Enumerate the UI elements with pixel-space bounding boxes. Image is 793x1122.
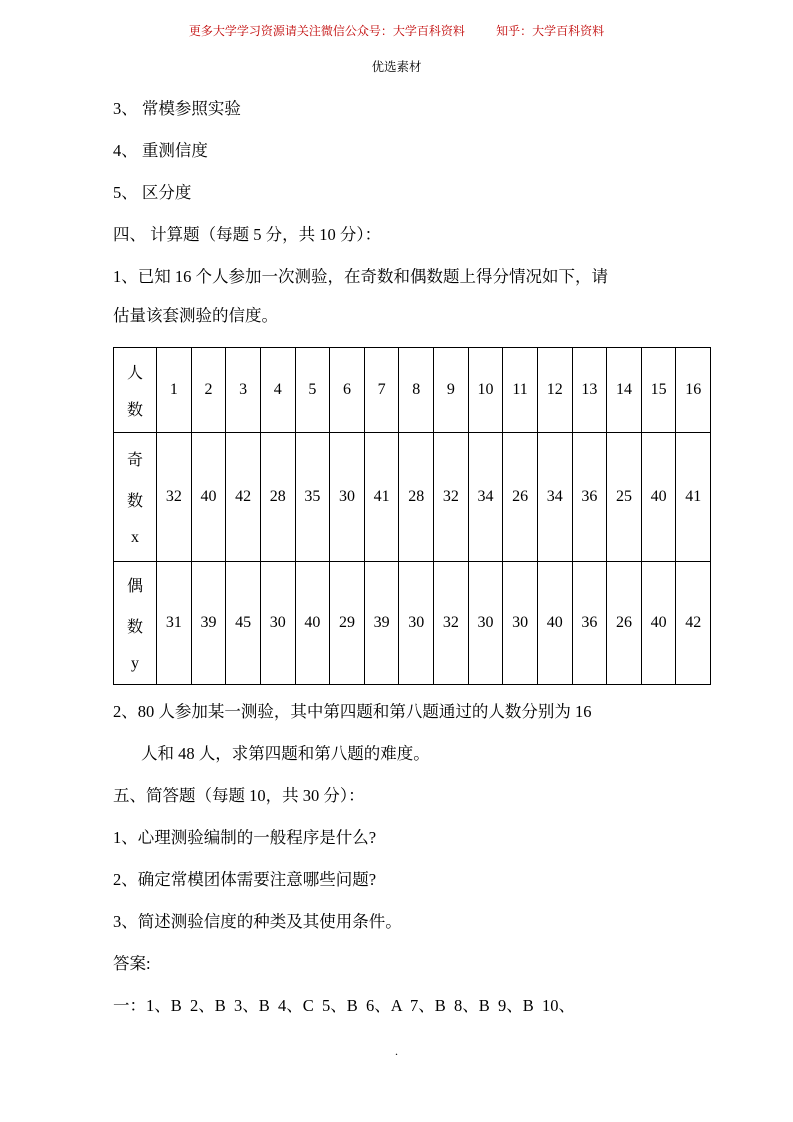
value-cell: 15 bbox=[641, 348, 676, 433]
short-answer-question-3: 3、简述测验信度的种类及其使用条件。 bbox=[113, 912, 402, 931]
text-line-item-3: 3、 常模参照实验 bbox=[113, 99, 241, 118]
row-label-cell bbox=[114, 433, 157, 562]
value-cell: 25 bbox=[607, 433, 642, 562]
row-label: 人 数 bbox=[126, 365, 143, 419]
section-heading-calculation: 四、 计算题（每题 5 分，共 10 分）： bbox=[113, 225, 382, 244]
value-cell: 14 bbox=[607, 348, 642, 433]
table-row bbox=[114, 348, 711, 433]
value-cell: 31 bbox=[157, 562, 192, 685]
text-line-item-5: 5、 区分度 bbox=[113, 183, 192, 202]
value-cell: 30 bbox=[468, 562, 503, 685]
value-cell: 10 bbox=[468, 348, 503, 433]
row-label: 奇 数 x bbox=[126, 452, 143, 546]
row-label-cell bbox=[114, 562, 157, 685]
value-cell: 13 bbox=[572, 348, 607, 433]
question-2-line-1: 2、80 人参加某一测验，其中第四题和第八题通过的人数分别为 16 bbox=[113, 702, 592, 721]
value-cell: 42 bbox=[676, 562, 711, 685]
text-line-item-4: 4、 重测信度 bbox=[113, 141, 208, 160]
value-cell: 40 bbox=[295, 562, 330, 685]
document-content bbox=[113, 98, 713, 1037]
value-cell: 28 bbox=[260, 433, 295, 562]
value-cell: 9 bbox=[434, 348, 469, 433]
header-notice-right: 知乎：大学百科资料 bbox=[496, 24, 605, 38]
value-cell: 6 bbox=[330, 348, 365, 433]
value-cell: 5 bbox=[295, 348, 330, 433]
value-cell: 32 bbox=[157, 433, 192, 562]
footer-mark: . bbox=[395, 1044, 398, 1058]
value-cell: 30 bbox=[503, 562, 538, 685]
value-cell: 30 bbox=[399, 562, 434, 685]
table-row bbox=[114, 562, 711, 685]
header-notice bbox=[0, 24, 793, 38]
row-label: 偶 数 y bbox=[126, 578, 143, 672]
value-cell: 40 bbox=[537, 562, 572, 685]
value-cell: 3 bbox=[226, 348, 261, 433]
value-cell: 26 bbox=[503, 433, 538, 562]
table-row bbox=[114, 433, 711, 562]
value-cell: 39 bbox=[364, 562, 399, 685]
value-cell: 41 bbox=[676, 433, 711, 562]
value-cell: 12 bbox=[537, 348, 572, 433]
short-answer-question-1: 1、心理测验编制的一般程序是什么? bbox=[113, 828, 377, 847]
value-cell: 11 bbox=[503, 348, 538, 433]
value-cell: 30 bbox=[260, 562, 295, 685]
score-table bbox=[113, 347, 711, 685]
question-1-line-2: 估量该套测验的信度。 bbox=[113, 306, 278, 325]
value-cell: 35 bbox=[295, 433, 330, 562]
value-cell: 26 bbox=[607, 562, 642, 685]
value-cell: 41 bbox=[364, 433, 399, 562]
question-2-line-2: 人和 48 人，求第四题和第八题的难度。 bbox=[141, 744, 430, 763]
value-cell: 16 bbox=[676, 348, 711, 433]
short-answer-question-2: 2、确定常模团体需要注意哪些问题? bbox=[113, 870, 377, 889]
value-cell: 42 bbox=[226, 433, 261, 562]
value-cell: 2 bbox=[191, 348, 226, 433]
value-cell: 40 bbox=[191, 433, 226, 562]
header-notice-left: 更多大学学习资源请关注微信公众号：大学百科资料 bbox=[188, 24, 465, 38]
row-label-cell bbox=[114, 348, 157, 433]
value-cell: 36 bbox=[572, 562, 607, 685]
value-cell: 28 bbox=[399, 433, 434, 562]
value-cell: 45 bbox=[226, 562, 261, 685]
value-cell: 36 bbox=[572, 433, 607, 562]
question-1-line-1: 1、已知 16 个人参加一次测验，在奇数和偶数题上得分情况如下，请 bbox=[113, 267, 608, 286]
score-table-body bbox=[114, 348, 711, 685]
value-cell: 39 bbox=[191, 562, 226, 685]
value-cell: 32 bbox=[434, 433, 469, 562]
value-cell: 8 bbox=[399, 348, 434, 433]
value-cell: 40 bbox=[641, 433, 676, 562]
value-cell: 40 bbox=[641, 562, 676, 685]
page-subtitle: 优选素材 bbox=[371, 60, 422, 74]
value-cell: 30 bbox=[330, 433, 365, 562]
value-cell: 7 bbox=[364, 348, 399, 433]
value-cell: 29 bbox=[330, 562, 365, 685]
section-heading-short-answer: 五、简答题（每题 10，共 30 分）： bbox=[113, 786, 365, 805]
value-cell: 4 bbox=[260, 348, 295, 433]
answers-line: 一：1、B 2、B 3、B 4、C 5、B 6、A 7、B 8、B 9、B 10、 bbox=[113, 996, 576, 1015]
value-cell: 32 bbox=[434, 562, 469, 685]
value-cell: 1 bbox=[157, 348, 192, 433]
answers-label: 答案: bbox=[113, 954, 151, 973]
value-cell: 34 bbox=[537, 433, 572, 562]
value-cell: 34 bbox=[468, 433, 503, 562]
